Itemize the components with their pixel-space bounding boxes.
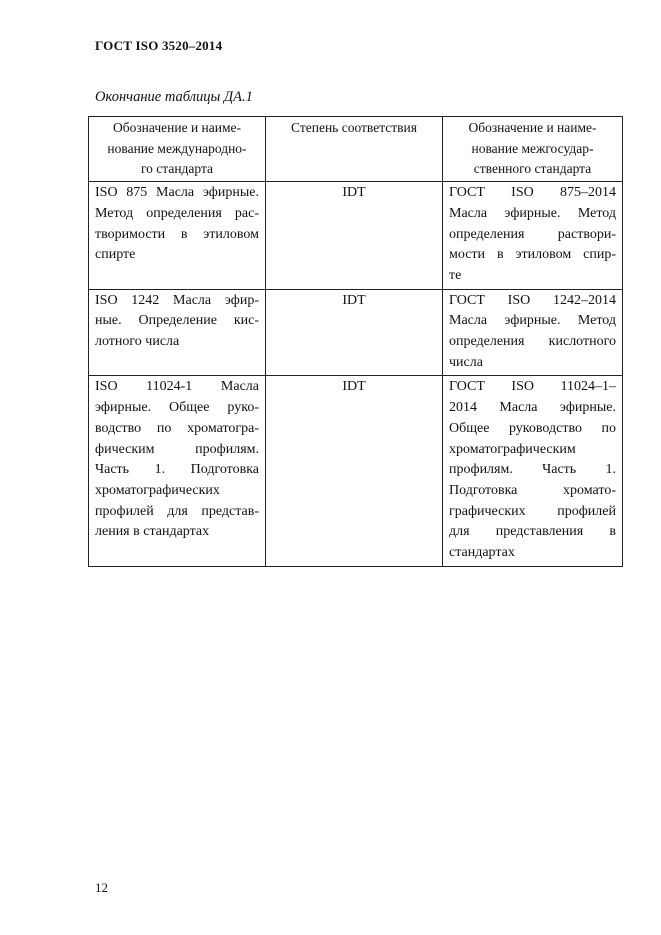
- cell-line: определения раствори-: [449, 226, 616, 242]
- header-line: ственного стандарта: [473, 161, 592, 177]
- cell-line: те: [449, 267, 462, 283]
- cell-degree-of-conformity: IDT: [266, 182, 443, 290]
- cell-international-standard: [89, 376, 266, 566]
- table-caption: Окончание таблицы ДА.1: [95, 89, 253, 105]
- header-degree-of-conformity: [266, 117, 443, 182]
- cell-line: ГОСТ ISO 1242–2014: [449, 292, 616, 308]
- header-line: Степень соответствия: [291, 120, 417, 135]
- cell-line: ГОСТ ISO 11024–1–: [449, 379, 616, 395]
- cell-line: Метод определения рас-: [95, 205, 259, 221]
- page-number: 12: [95, 880, 108, 895]
- cell-line: ISO 1242 Масла эфир-: [95, 292, 259, 308]
- standards-correspondence-table: [88, 116, 623, 567]
- cell-line: стандартах: [449, 545, 515, 561]
- table-row: [89, 182, 623, 290]
- cell-interstate-standard: [443, 376, 623, 566]
- header-line: Обозначение и наиме-: [112, 120, 242, 135]
- cell-line: фическим профилям.: [95, 441, 259, 457]
- cell-line: Масла эфирные. Метод: [449, 313, 616, 329]
- document-header: ГОСТ ISO 3520–2014: [95, 38, 223, 53]
- cell-line: ISO 875 Масла эфирные.: [95, 185, 259, 201]
- cell-line: определения кислотного: [449, 334, 616, 350]
- cell-line: ления в стандартах: [95, 524, 210, 540]
- table-row: [89, 289, 623, 376]
- cell-international-standard: [89, 182, 266, 290]
- cell-degree-of-conformity: IDT: [266, 376, 443, 566]
- header-line: Обозначение и наиме-: [468, 120, 597, 135]
- header-interstate-standard: [443, 117, 623, 182]
- cell-interstate-standard: [443, 182, 623, 290]
- cell-line: мости в этиловом спир-: [449, 247, 616, 263]
- cell-line: водство по хроматогра-: [95, 420, 259, 436]
- cell-line: Общее руководство по: [449, 420, 616, 436]
- cell-line: ГОСТ ISO 875–2014: [449, 185, 616, 201]
- table-header-row: [89, 117, 623, 182]
- cell-line: творимости в этиловом: [95, 226, 259, 242]
- cell-degree-of-conformity: IDT: [266, 289, 443, 376]
- header-line: нование межгосудар-: [471, 140, 594, 156]
- cell-line: эфирные. Общее руко-: [95, 400, 259, 416]
- table-row: [89, 376, 623, 566]
- cell-line: Часть 1. Подготовка: [95, 462, 259, 478]
- cell-line: профилям. Часть 1.: [449, 462, 616, 478]
- header-line: нование международно-: [107, 140, 247, 156]
- cell-line: ISO 11024-1 Масла: [95, 379, 259, 395]
- header-international-standard: [89, 117, 266, 182]
- cell-line: спирте: [95, 247, 136, 263]
- cell-line: Подготовка хромато-: [449, 482, 616, 498]
- cell-line: ные. Определение кис-: [95, 313, 259, 329]
- cell-line: хроматографическим: [449, 441, 576, 457]
- header-line: го стандарта: [140, 161, 214, 177]
- cell-line: графических профилей: [449, 503, 616, 519]
- cell-international-standard: [89, 289, 266, 376]
- cell-line: Масла эфирные. Метод: [449, 205, 616, 221]
- cell-line: хроматографических: [95, 482, 220, 498]
- cell-line: лотного числа: [95, 334, 180, 350]
- cell-line: профилей для представ-: [95, 503, 259, 519]
- cell-line: 2014 Масла эфирные.: [449, 400, 616, 416]
- cell-line: для представления в: [449, 524, 616, 540]
- cell-interstate-standard: [443, 289, 623, 376]
- cell-line: числа: [449, 354, 483, 370]
